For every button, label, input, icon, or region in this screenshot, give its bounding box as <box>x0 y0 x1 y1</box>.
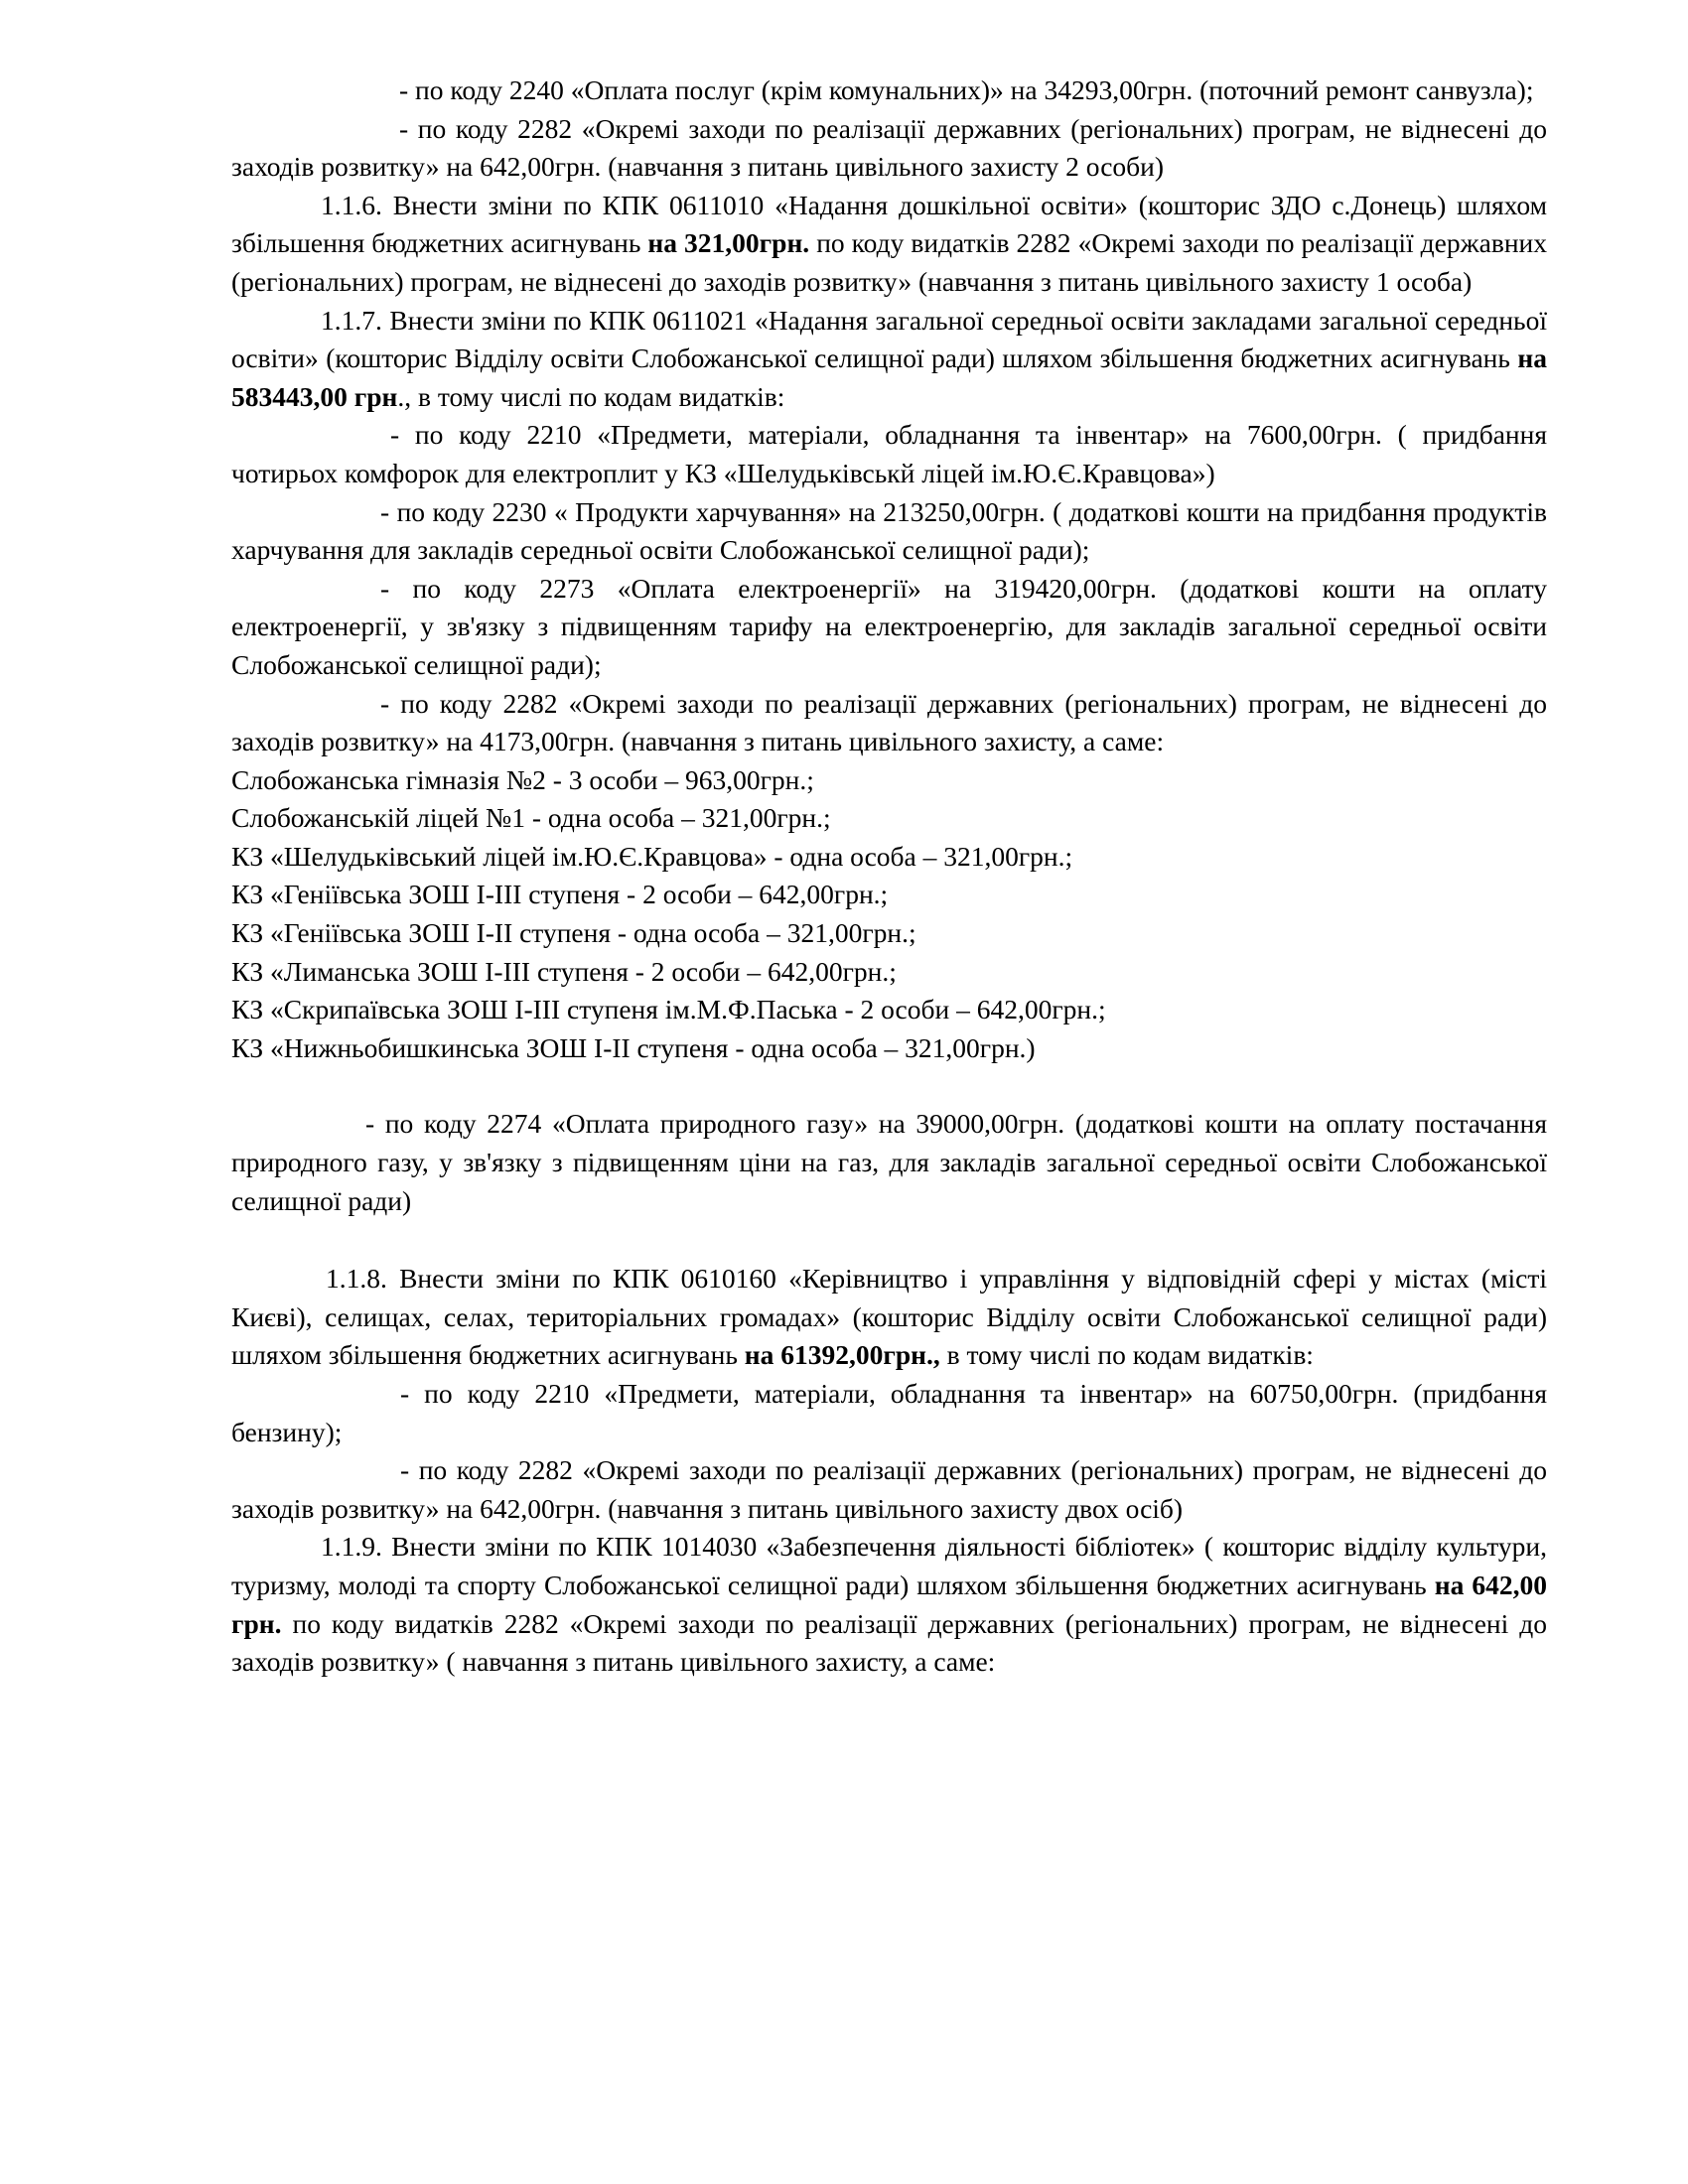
text-segment: 1.1.8. Внести зміни по КПК 0610160 «Керівництво і управління у відповідній сфері у містах (місті Києві), селищах, селах, територіальних громадах» (кошторис Відділу освіти Слобожанської селищної ради) шляхом збільшення бюджетних асигнувань <box>231 1263 1547 1371</box>
text-segment: ., в тому числі по кодам видатків: <box>397 380 785 412</box>
list-item: КЗ «Геніївська ЗОШ І-ІІІ ступеня - 2 особи – 642,00грн.; <box>231 879 889 910</box>
spacer <box>231 1067 1547 1105</box>
list-item: Слобожанська гімназія №2 - 3 особи – 963,00грн.; <box>231 763 814 795</box>
list-item: КЗ «Лиманська ЗОШ І-ІІІ ступеня - 2 особи – 642,00грн.; <box>231 955 897 987</box>
list-item: КЗ «Скрипаївська ЗОШ І-ІІІ ступеня ім.М.Ф.Паська - 2 особи – 642,00грн.; <box>231 994 1106 1025</box>
text-segment: по коду видатків 2282 «Окремі заходи по реалізації державних (регіональних) програм, не віднесені до заходів розвитку» (навчання з питань цивільного захисту 1 особа) <box>231 227 1547 297</box>
bold-amount: на 583443,00 грн <box>231 342 1547 412</box>
spacer <box>231 1220 1547 1260</box>
paragraph-code-2210-a: - по коду 2210 «Предмети, матеріали, обладнання та інвентар» на 7600,00грн. ( придбання чотирьох комфорок для електроплит у КЗ «Шелудьківськй ліцей ім.Ю.Є.Кравцова») <box>231 419 1547 488</box>
bold-amount: на 321,00грн. <box>647 227 810 259</box>
text-segment: 1.1.7. Внести зміни по КПК 0611021 «Надання загальної середньої освіти закладами загальної середньої освіти» (кошторис Відділу освіти Слобожанської селищної ради) шляхом збільшення бюджетних асигнувань <box>231 304 1547 374</box>
paragraph-1-1-6 <box>231 187 1547 302</box>
list-item: КЗ «Геніївська ЗОШ І-ІІ ступеня - одна особа – 321,00грн.; <box>231 917 916 949</box>
paragraph-1-1-8 <box>231 1260 1547 1375</box>
paragraph-code-2210-b: - по коду 2210 «Предмети, матеріали, обладнання та інвентар» на 60750,00грн. (придбання бензину); <box>231 1378 1547 1447</box>
paragraph-code-2274: - по коду 2274 «Оплата природного газу» на 39000,00грн. (додаткові кошти на оплату постачання природного газу, у зв'язку з підвищенням ціни на газ, для закладів загальної середньої освіти Слобожанської селищної ради) <box>231 1108 1547 1216</box>
paragraph-code-2240: - по коду 2240 «Оплата послуг (крім комунальних)» на 34293,00грн. (поточний ремонт санвузла); <box>399 74 1534 105</box>
bold-amount: на 642,00 грн. <box>231 1569 1547 1639</box>
paragraph-code-2230: - по коду 2230 « Продукти харчування» на 213250,00грн. ( додаткові кошти на придбання продуктів харчування для закладів середньої освіти Слобожанської селищної ради); <box>231 495 1547 566</box>
list-item: КЗ «Нижньобишкинська ЗОШ І-ІІ ступеня - одна особа – 321,00грн.) <box>231 1031 1036 1063</box>
paragraph-code-2282-c: - по коду 2282 «Окремі заходи по реалізації державних (регіональних) програм, не віднесені до заходів розвитку» на 642,00грн. (навчання з питань цивільного захисту двох осіб) <box>231 1454 1547 1524</box>
list-item: Слобожанській ліцей №1 - одна особа – 321,00грн.; <box>231 802 831 834</box>
text-segment: в тому числі по кодам видатків: <box>939 1339 1314 1371</box>
paragraph-code-2282-b: - по коду 2282 «Окремі заходи по реалізації державних (регіональних) програм, не віднесені до заходів розвитку» на 4173,00грн. (навчання з питань цивільного захисту, а саме: <box>231 687 1547 757</box>
paragraph-1-1-7 <box>231 302 1547 417</box>
text-segment: 1.1.9. Внести зміни по КПК 1014030 «Забезпечення діяльності бібліотек» ( кошторис відділу культури, туризму, молоді та спорту Слобожанської селищної ради) шляхом збільшення бюджетних асигнувань <box>231 1531 1547 1600</box>
participants-list <box>231 761 1547 1068</box>
document-page <box>231 71 1547 1682</box>
text-segment: по коду видатків 2282 «Окремі заходи по реалізації державних (регіональних) програм, не віднесені до заходів розвитку» ( навчання з питань цивільного захисту, а саме: <box>231 1607 1547 1678</box>
bold-amount: на 61392,00грн., <box>744 1339 940 1371</box>
paragraph-code-2282-a: - по коду 2282 «Окремі заходи по реалізації державних (регіональних) програм, не віднесені до заходів розвитку» на 642,00грн. (навчання з питань цивільного захисту 2 особи) <box>231 112 1547 183</box>
text-segment: 1.1.6. Внести зміни по КПК 0611010 «Надання дошкільної освіти» (кошторис ЗДО с.Донець) шляхом збільшення бюджетних асигнувань <box>231 189 1547 259</box>
paragraph-code-2273: - по коду 2273 «Оплата електроенергії» на 319420,00грн. (додаткові кошти на оплату електроенергії, у зв'язку з підвищенням тарифу на електроенергію, для закладів загальної середньої освіти Слобожанської селищної ради); <box>231 572 1547 680</box>
list-item: КЗ «Шелудьківський ліцей ім.Ю.Є.Кравцова» - одна особа – 321,00грн.; <box>231 840 1073 872</box>
paragraph-1-1-9 <box>231 1528 1547 1681</box>
